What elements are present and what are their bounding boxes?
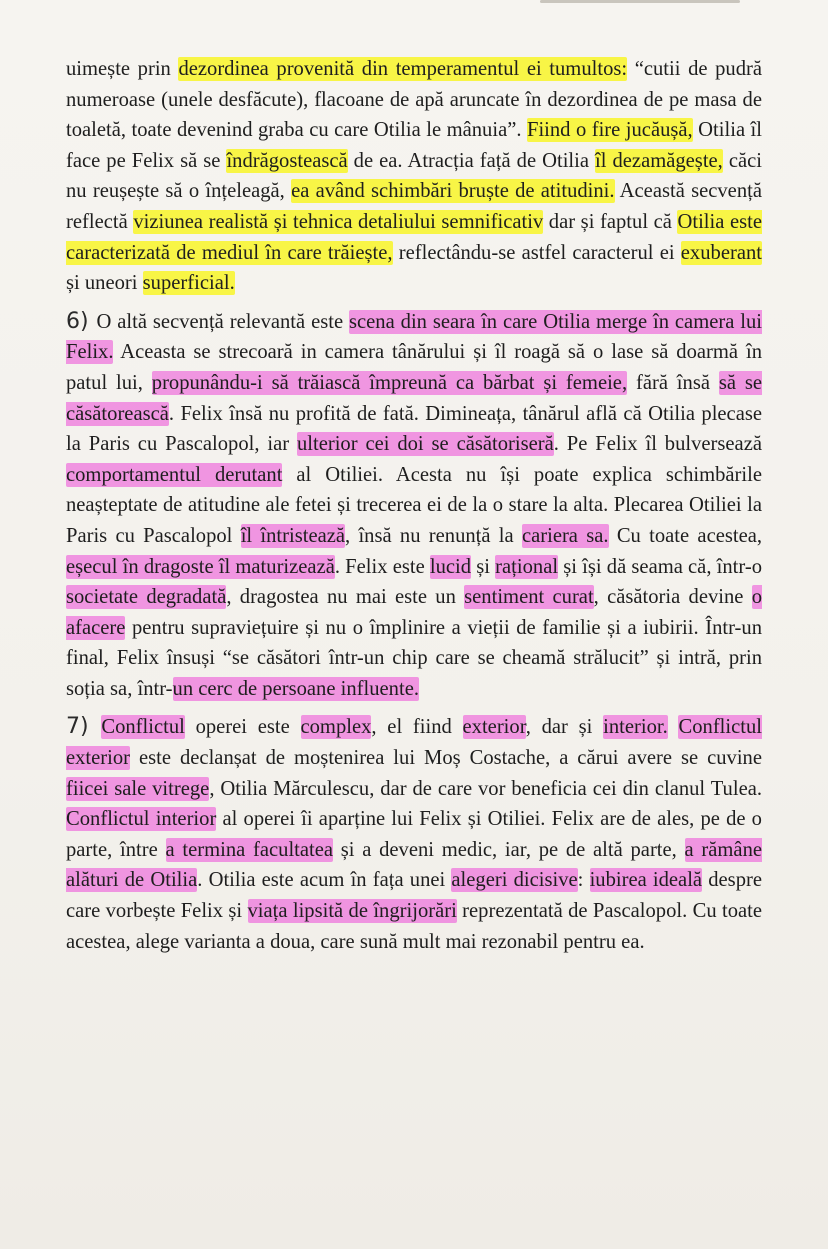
text-run: și a deveni medic, iar, pe de altă parte, <box>333 838 685 861</box>
highlight-pink: a termina facultatea <box>165 838 334 861</box>
highlight-pink: eșecul în dragoste îl maturizează <box>66 555 335 578</box>
highlight-yellow: dezordinea provenită din temperamentul ei tumultos: <box>178 58 628 80</box>
highlight-pink: Conflictul exterior <box>66 716 762 770</box>
highlight-pink: interior. <box>603 716 668 739</box>
text-run: . Pe Felix îl bulversează <box>553 433 762 456</box>
text-run: , Otilia Mărculescu, dar de care vor beneficia cei din clanul Tulea. <box>209 777 762 800</box>
highlight-pink: Conflictul interior <box>66 808 217 831</box>
text-run: căci nu reușește să o înțeleagă, <box>66 149 763 203</box>
text-run: despre care vorbește Felix și <box>66 869 762 923</box>
highlight-yellow: superficial. <box>142 272 235 295</box>
highlight-yellow: viziunea realistă și tehnica detaliului semnificativ <box>133 210 544 233</box>
highlight-pink: complex <box>300 716 372 739</box>
text-run: . Otilia este acum în fața unei <box>197 869 452 892</box>
highlight-yellow: ea având schimbări bruște de atitudini. <box>291 180 615 203</box>
text-run: dar și faptul că <box>543 210 678 233</box>
highlight-pink: iubirea ideală <box>589 869 703 892</box>
text-run: , dar și <box>525 716 604 739</box>
highlight-pink: scena din seara în care Otilia merge în camera lui Felix. <box>66 310 763 364</box>
highlight-pink: ulterior cei doi se căsătoriseră <box>296 433 554 456</box>
text-run: al Otiliei. Acesta nu își poate explica schimbările neașteptate de atitudine ale fetei și trecerea ei de la o stare la alta. Plecarea Otiliei la Paris cu Pascalopol <box>66 463 762 547</box>
text-run: al operei îi aparține lui Felix și Otiliei. Felix are de ales, pe de o parte, între <box>66 808 762 861</box>
text-run: , dragostea nu mai este un <box>226 586 465 609</box>
text-run: pentru supraviețuire și nu o împlinire a vieții de familie și a iubirii. Într-un final, Felix însuși “se căsători într-un chip care se cheamă strălucit” și intră, prin soția sa, într- <box>66 616 762 700</box>
text-run: de ea. Atracția față de Otilia <box>347 149 596 172</box>
highlight-yellow: exuberant <box>680 241 762 264</box>
highlight-yellow: Otilia este caracterizată de mediul în care trăiește, <box>66 210 762 264</box>
text-run: fără însă <box>627 371 719 394</box>
handwritten-number: 7) <box>66 714 89 740</box>
highlight-pink: un cerc de persoane influente. <box>172 677 419 700</box>
page-edge-shadow <box>540 0 740 3</box>
highlight-pink: propunându-i să trăiască împreună ca bărbat și femeie, <box>151 371 628 394</box>
text-run: , el fiind <box>371 716 463 739</box>
text-run: O altă secvență relevantă este <box>90 310 350 333</box>
highlight-pink: alegeri dicisive <box>451 869 578 892</box>
text-run: . Felix însă nu profită de fată. Dimineața, tânărul află că Otilia plecase la Paris cu Pascalopol, iar <box>66 402 762 456</box>
text-run: “cutii de pudră numeroase (unele desfăcute), flacoane de apă aruncate în dezordinea de pe masa de toaletă, toate devenind graba cu care Otilia le mânuia”. <box>66 58 763 142</box>
text-run: și <box>471 555 496 578</box>
highlight-yellow: îl dezamăgește, <box>595 149 723 172</box>
highlight-pink: să se căsătorească <box>66 371 762 425</box>
highlight-pink: lucid <box>429 555 472 578</box>
text-run: , căsătoria devine <box>593 586 752 609</box>
highlight-pink: rațional <box>495 555 559 578</box>
highlight-yellow: Fiind o fire jucăușă, <box>526 119 693 142</box>
text-run: este declanșat de moștenirea lui Moș Costache, a cărui avere se cuvine <box>130 747 762 770</box>
text-run: reprezentată de Pascalopol. Cu toate acestea, alege varianta a doua, care sună mult mai rezonabil pentru ea. <box>66 900 763 953</box>
text-run: : <box>577 869 590 892</box>
paragraph-7 <box>66 712 762 957</box>
highlight-pink: o afacere <box>66 586 763 639</box>
text-run: Cu toate acestea, <box>608 524 763 547</box>
highlight-pink: a rămâne alături de Otilia <box>66 838 763 892</box>
text-run: Aceasta se strecoară in camera tânărului și îl roagă să o lase să doarmă în patul lui, <box>66 341 762 394</box>
text-run <box>91 716 102 738</box>
text-run: și uneori <box>66 272 143 295</box>
highlight-pink: fiicei sale vitrege <box>66 777 210 800</box>
paragraph-6 <box>66 307 762 705</box>
text-run: reflectându-se astfel caracterul ei <box>392 241 681 264</box>
text-run <box>668 716 679 738</box>
text-run: . Felix este <box>334 555 430 578</box>
highlight-pink: Conflictul <box>101 716 185 739</box>
highlight-pink: comportamentul derutant <box>66 463 283 486</box>
text-run: , însă nu renunță la <box>345 524 522 547</box>
highlight-pink: sentiment curat <box>464 586 594 609</box>
text-run: uimește prin <box>66 58 179 80</box>
handwritten-number: 6) <box>66 308 89 334</box>
text-run: și își dă seama că, într-o <box>558 555 762 578</box>
highlight-yellow: îndrăgostească <box>226 149 348 172</box>
highlight-pink: viața lipsită de îngrijorări <box>247 900 457 923</box>
paragraph-5-continuation <box>66 54 762 299</box>
highlight-pink: societate degradată <box>66 586 227 609</box>
highlight-pink: exterior <box>462 716 526 739</box>
text-run: Otilia îl face pe Felix să se <box>66 119 763 172</box>
text-run: Această secvență reflectă <box>66 180 762 233</box>
text-run: operei este <box>184 716 301 739</box>
highlight-pink: cariera sa. <box>521 524 609 547</box>
highlight-pink: îl întristează <box>240 524 346 547</box>
document-text <box>66 54 762 965</box>
